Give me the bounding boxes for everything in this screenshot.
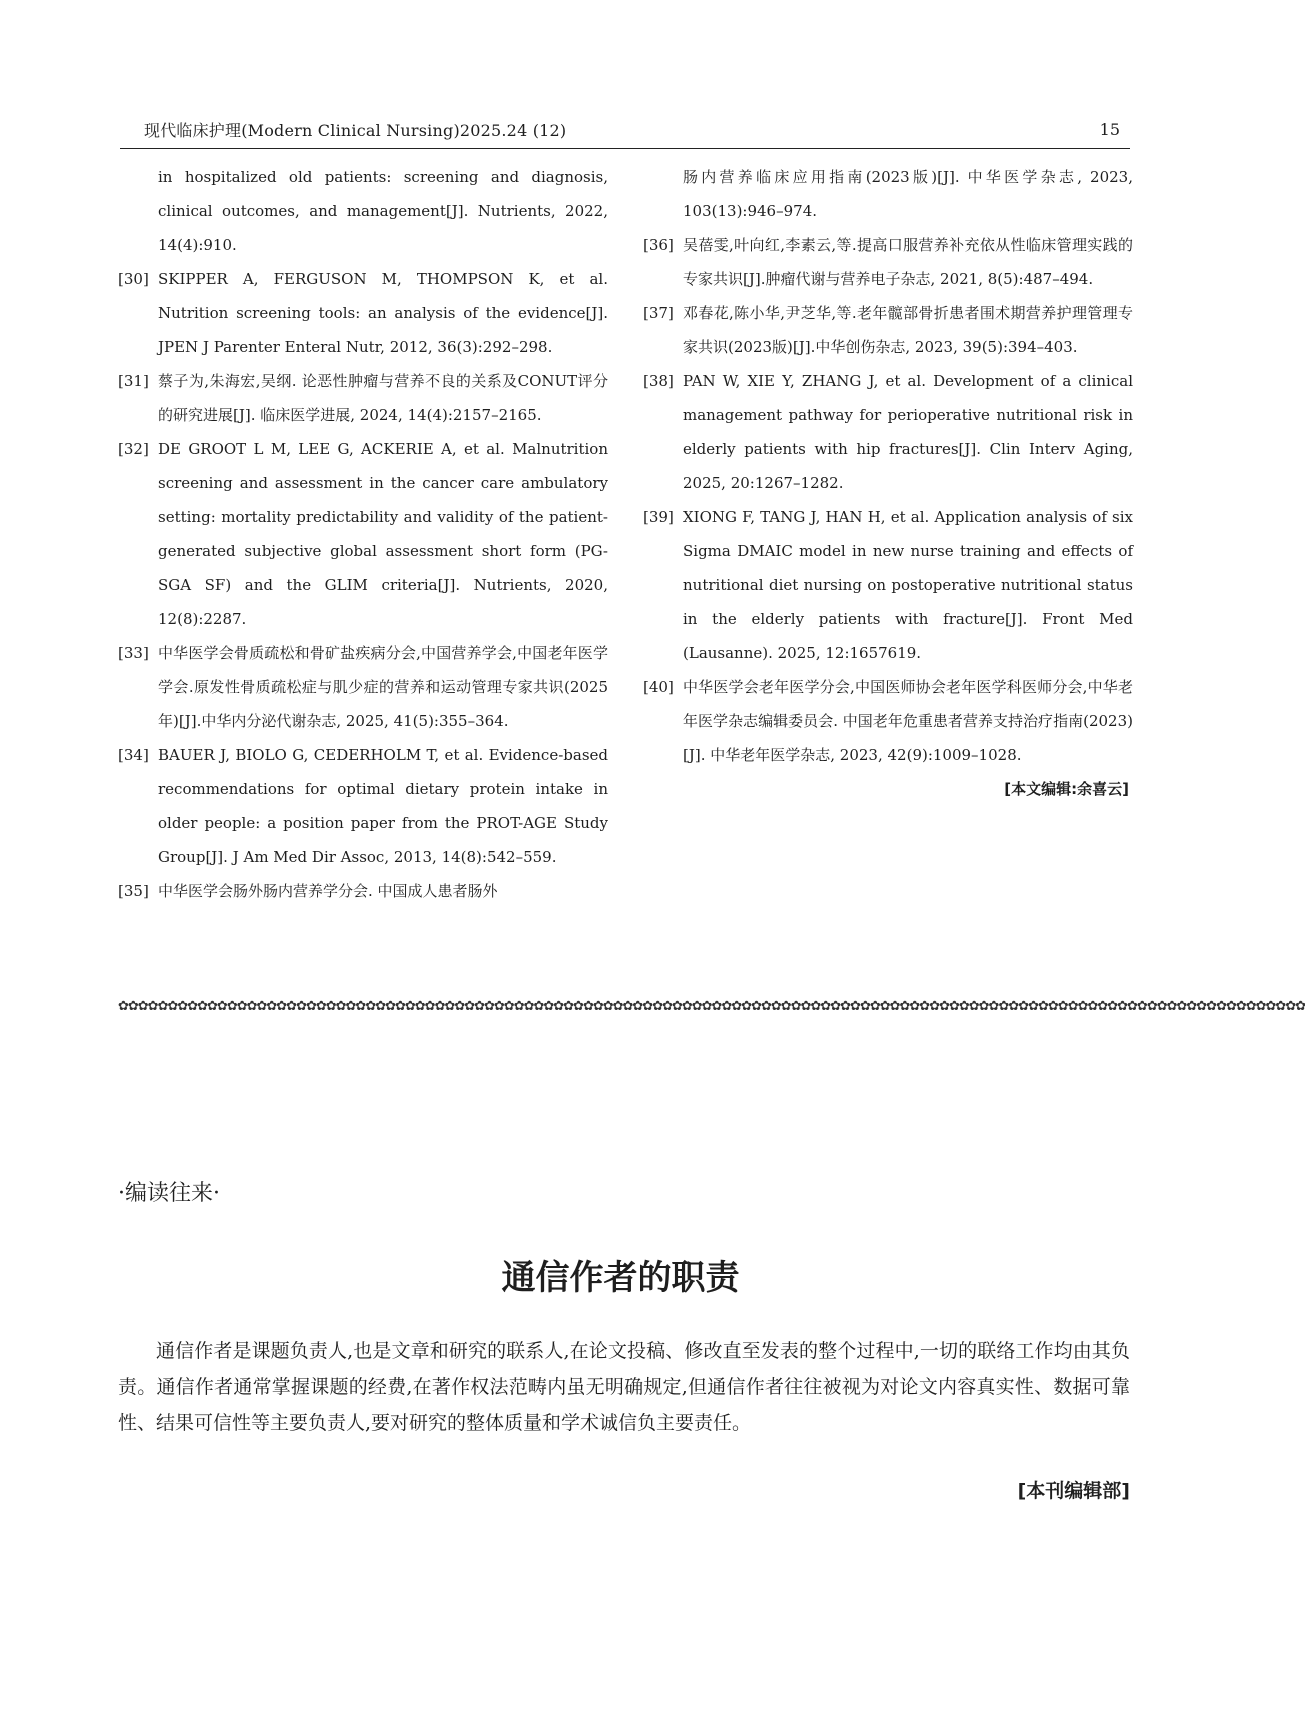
references-left-column [118, 160, 608, 908]
references-right-column [643, 160, 1133, 799]
reference-item [643, 228, 1133, 296]
column-tag: ·编读往来· [118, 1181, 220, 1206]
reference-text: XIONG F, TANG J, HAN H, et al. Application analysis of six Sigma DMAIC model in new nurse training and effects of nutritional diet nursing on postoperative nutritional status in the elderly patients with fracture[J]. Front Med (Lausanne). 2025, 12:1657619. [683, 508, 1133, 662]
reference-number: [39] [643, 508, 674, 526]
reference-number: [33] [118, 644, 149, 662]
reference-text: 中华医学会老年医学分会,中国医师协会老年医学科医师分会,中华老年医学杂志编辑委员会. 中国老年危重患者营养支持治疗指南(2023)[J]. 中华老年医学杂志, 2023, 42(9):1009–1028. [683, 678, 1133, 764]
reference-item [118, 738, 608, 874]
reference-item [118, 874, 608, 908]
reference-number: [36] [643, 236, 674, 254]
reference-item [118, 636, 608, 738]
reference-item [643, 500, 1133, 670]
reference-item [118, 262, 608, 364]
reference-item [118, 432, 608, 636]
reference-text: SKIPPER A, FERGUSON M, THOMPSON K, et al. Nutrition screening tools: an analysis of the evidence[J]. JPEN J Parenter Enteral Nutr, 2012, 36(3):292–298. [158, 270, 608, 356]
reference-number: [40] [643, 678, 674, 696]
article-title: 通信作者的职责 [501, 1258, 740, 1298]
reference-text: 吴蓓雯,叶向红,李素云,等.提高口服营养补充依从性临床管理实践的专家共识[J].肿瘤代谢与营养电子杂志, 2021, 8(5):487–494. [683, 236, 1133, 288]
article-signature: [本刊编辑部] [1017, 1480, 1130, 1502]
ornamental-divider: ✿✿✿✿✿✿✿✿✿✿✿✿✿✿✿✿✿✿✿✿✿✿✿✿✿✿✿✿✿✿✿✿✿✿✿✿✿✿✿✿✿✿✿✿✿✿✿✿✿✿✿✿✿✿✿✿✿✿✿✿✿✿✿✿✿✿✿✿✿✿✿✿✿✿✿✿✿✿✿✿✿✿✿✿✿✿✿✿✿✿✿✿✿✿✿✿✿✿✿✿✿✿✿✿✿✿✿✿✿✿✿✿✿✿✿✿✿✿✿✿ [118, 999, 1305, 1014]
reference-item [643, 364, 1133, 500]
editor-note: [本文编辑:余喜云] [1004, 780, 1129, 798]
reference-number: [32] [118, 440, 149, 458]
reference-number: [34] [118, 746, 149, 764]
article-body: 通信作者是课题负责人,也是文章和研究的联系人,在论文投稿、修改直至发表的整个过程中,一切的联络工作均由其负责。通信作者通常掌握课题的经费,在著作权法范畴内虽无明确规定,但通信作者往往被视为对论文内容真实性、数据可靠性、结果可信性等主要负责人,要对研究的整体质量和学术诚信负主要责任。 [118, 1340, 1130, 1434]
reference-item [643, 670, 1133, 772]
reference-text: 蔡子为,朱海宏,吴纲. 论恶性肿瘤与营养不良的关系及CONUT评分的研究进展[J]. 临床医学进展, 2024, 14(4):2157–2165. [158, 372, 608, 424]
reference-number: [35] [118, 882, 149, 900]
reference-text: in hospitalized old patients: screening and diagnosis, clinical outcomes, and management[J]. Nutrients, 2022, 14(4):910. [158, 168, 608, 254]
reference-text: 中华医学会肠外肠内营养学分会. 中国成人患者肠外 [158, 882, 498, 900]
reference-text: 肠内营养临床应用指南(2023版)[J]. 中华医学杂志, 2023, 103(13):946–974. [683, 168, 1133, 220]
reference-item [643, 296, 1133, 364]
journal-citation: 现代临床护理(Modern Clinical Nursing)2025.24 (12) [144, 121, 567, 140]
reference-item [118, 160, 608, 262]
reference-item [643, 160, 1133, 228]
page-number: 15 [1099, 120, 1120, 139]
reference-text: 邓春花,陈小华,尹芝华,等.老年髋部骨折患者围术期营养护理管理专家共识(2023版)[J].中华创伤杂志, 2023, 39(5):394–403. [683, 304, 1133, 356]
reference-text: BAUER J, BIOLO G, CEDERHOLM T, et al. Evidence-based recommendations for optimal dietary protein intake in older people: a position paper from the PROT-AGE Study Group[J]. J Am Med Dir Assoc, 2013, 14(8):542–559. [158, 746, 608, 866]
reference-number: [31] [118, 372, 149, 390]
reference-number: [30] [118, 270, 149, 288]
reference-number: [38] [643, 372, 674, 390]
reference-item [118, 364, 608, 432]
reference-text: PAN W, XIE Y, ZHANG J, et al. Development of a clinical management pathway for perioperative nutritional risk in elderly patients with hip fractures[J]. Clin Interv Aging, 2025, 20:1267–1282. [683, 372, 1133, 492]
reference-text: 中华医学会骨质疏松和骨矿盐疾病分会,中国营养学会,中国老年医学学会.原发性骨质疏松症与肌少症的营养和运动管理专家共识(2025年)[J].中华内分泌代谢杂志, 2025, 41(5):355–364. [158, 644, 608, 730]
reference-number: [37] [643, 304, 674, 322]
reference-text: DE GROOT L M, LEE G, ACKERIE A, et al. Malnutrition screening and assessment in the cancer care ambulatory setting: mortality predictability and validity of the patient-generated subjective global assessment short form (PG-SGA SF) and the GLIM criteria[J]. Nutrients, 2020, 12(8):2287. [158, 440, 608, 628]
running-header [120, 114, 1130, 149]
